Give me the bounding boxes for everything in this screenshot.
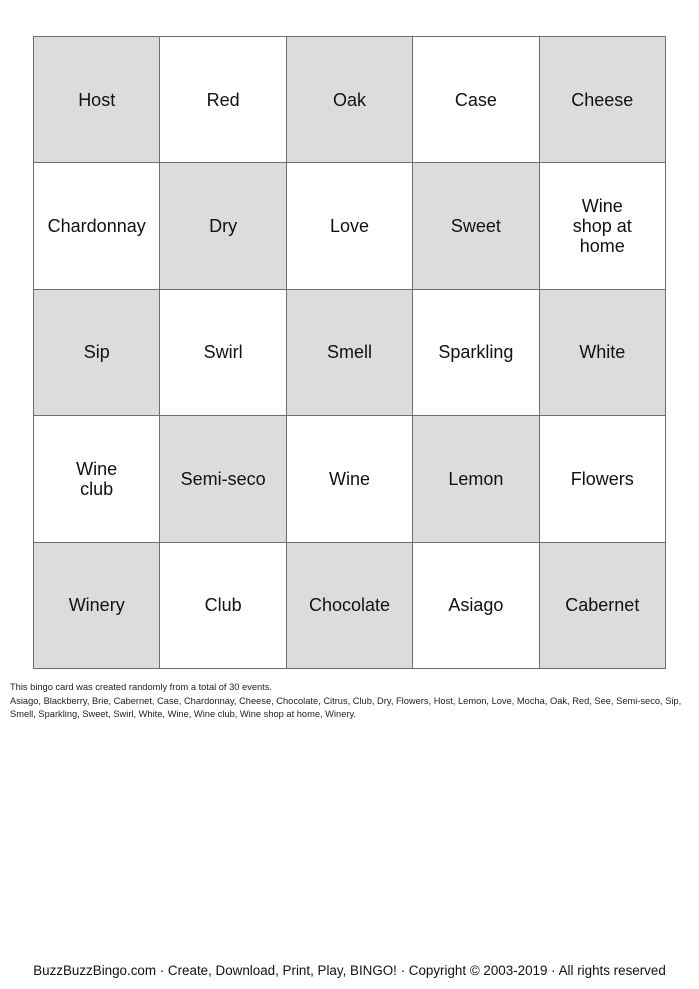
bingo-cell-label: Smell — [326, 342, 372, 363]
bingo-cell — [34, 290, 160, 416]
card-info — [10, 681, 690, 722]
bingo-cell — [540, 416, 666, 542]
bingo-cell — [540, 290, 666, 416]
bingo-cell — [287, 37, 413, 163]
bingo-cell-label: Flowers — [570, 468, 634, 489]
bingo-cell-label: Chocolate — [308, 595, 391, 616]
bingo-cell — [413, 290, 539, 416]
bingo-cell — [287, 290, 413, 416]
bingo-cell — [34, 543, 160, 669]
bingo-cell — [34, 37, 160, 163]
bingo-cell-label: White — [579, 342, 626, 363]
bingo-cell — [540, 163, 666, 289]
bingo-cell-label: Wine — [328, 468, 370, 489]
bingo-cell-label: Semi-seco — [180, 468, 266, 489]
bingo-cell — [287, 163, 413, 289]
bingo-cell — [413, 37, 539, 163]
bingo-cell-label: Wine club — [76, 458, 118, 499]
bingo-cell-label: Case — [454, 89, 497, 110]
bingo-cell — [160, 37, 286, 163]
bingo-cell — [160, 163, 286, 289]
bingo-cell — [160, 543, 286, 669]
bingo-cell — [287, 416, 413, 542]
bingo-cell-label: Lemon — [448, 468, 504, 489]
bingo-cell-label: Oak — [332, 89, 366, 110]
bingo-cell — [540, 543, 666, 669]
bingo-cell-label: Wine shop at home — [572, 196, 632, 257]
bingo-cell-label: Swirl — [203, 342, 243, 363]
bingo-cell-label: Host — [78, 89, 116, 110]
bingo-cell-label: Chardonnay — [47, 216, 146, 237]
bingo-cell-label: Sip — [83, 342, 110, 363]
bingo-cell — [34, 416, 160, 542]
bingo-cell-label: Winery — [68, 595, 125, 616]
bingo-cell — [540, 37, 666, 163]
bingo-cell — [287, 543, 413, 669]
events-list: Asiago, Blackberry, Brie, Cabernet, Case, Chardonnay, Cheese, Chocolate, Citrus, Club, Dry, Flowers, Host, Lemon, Love, Mocha, Oak, Red, See, Semi-seco, Sip, Smell, Sparkling, Sweet, Swirl, White, Wine, Wine club, Wine shop at home, Winery. — [10, 695, 682, 719]
bingo-card-grid — [33, 36, 666, 669]
bingo-cell-label: Sparkling — [438, 342, 514, 363]
bingo-cell-label: Cheese — [571, 89, 634, 110]
bingo-cell-label: Dry — [209, 216, 238, 237]
bingo-cell — [34, 163, 160, 289]
bingo-cell — [413, 543, 539, 669]
bingo-cell-label: Love — [329, 216, 370, 237]
bingo-cell-label: Red — [206, 89, 240, 110]
bingo-cell-label: Asiago — [448, 595, 504, 616]
bingo-cell — [160, 290, 286, 416]
bingo-cell-label: Club — [204, 595, 242, 616]
bingo-cell — [413, 163, 539, 289]
bingo-cell — [413, 416, 539, 542]
card-summary: This bingo card was created randomly from a total of 30 events. — [10, 682, 272, 692]
bingo-cell-label: Sweet — [450, 216, 501, 237]
footer-copyright: BuzzBuzzBingo.com · Create, Download, Print, Play, BINGO! · Copyright © 2003-2019 · All rights reserved — [33, 963, 666, 978]
bingo-cell — [160, 416, 286, 542]
bingo-cell-label: Cabernet — [565, 595, 640, 616]
